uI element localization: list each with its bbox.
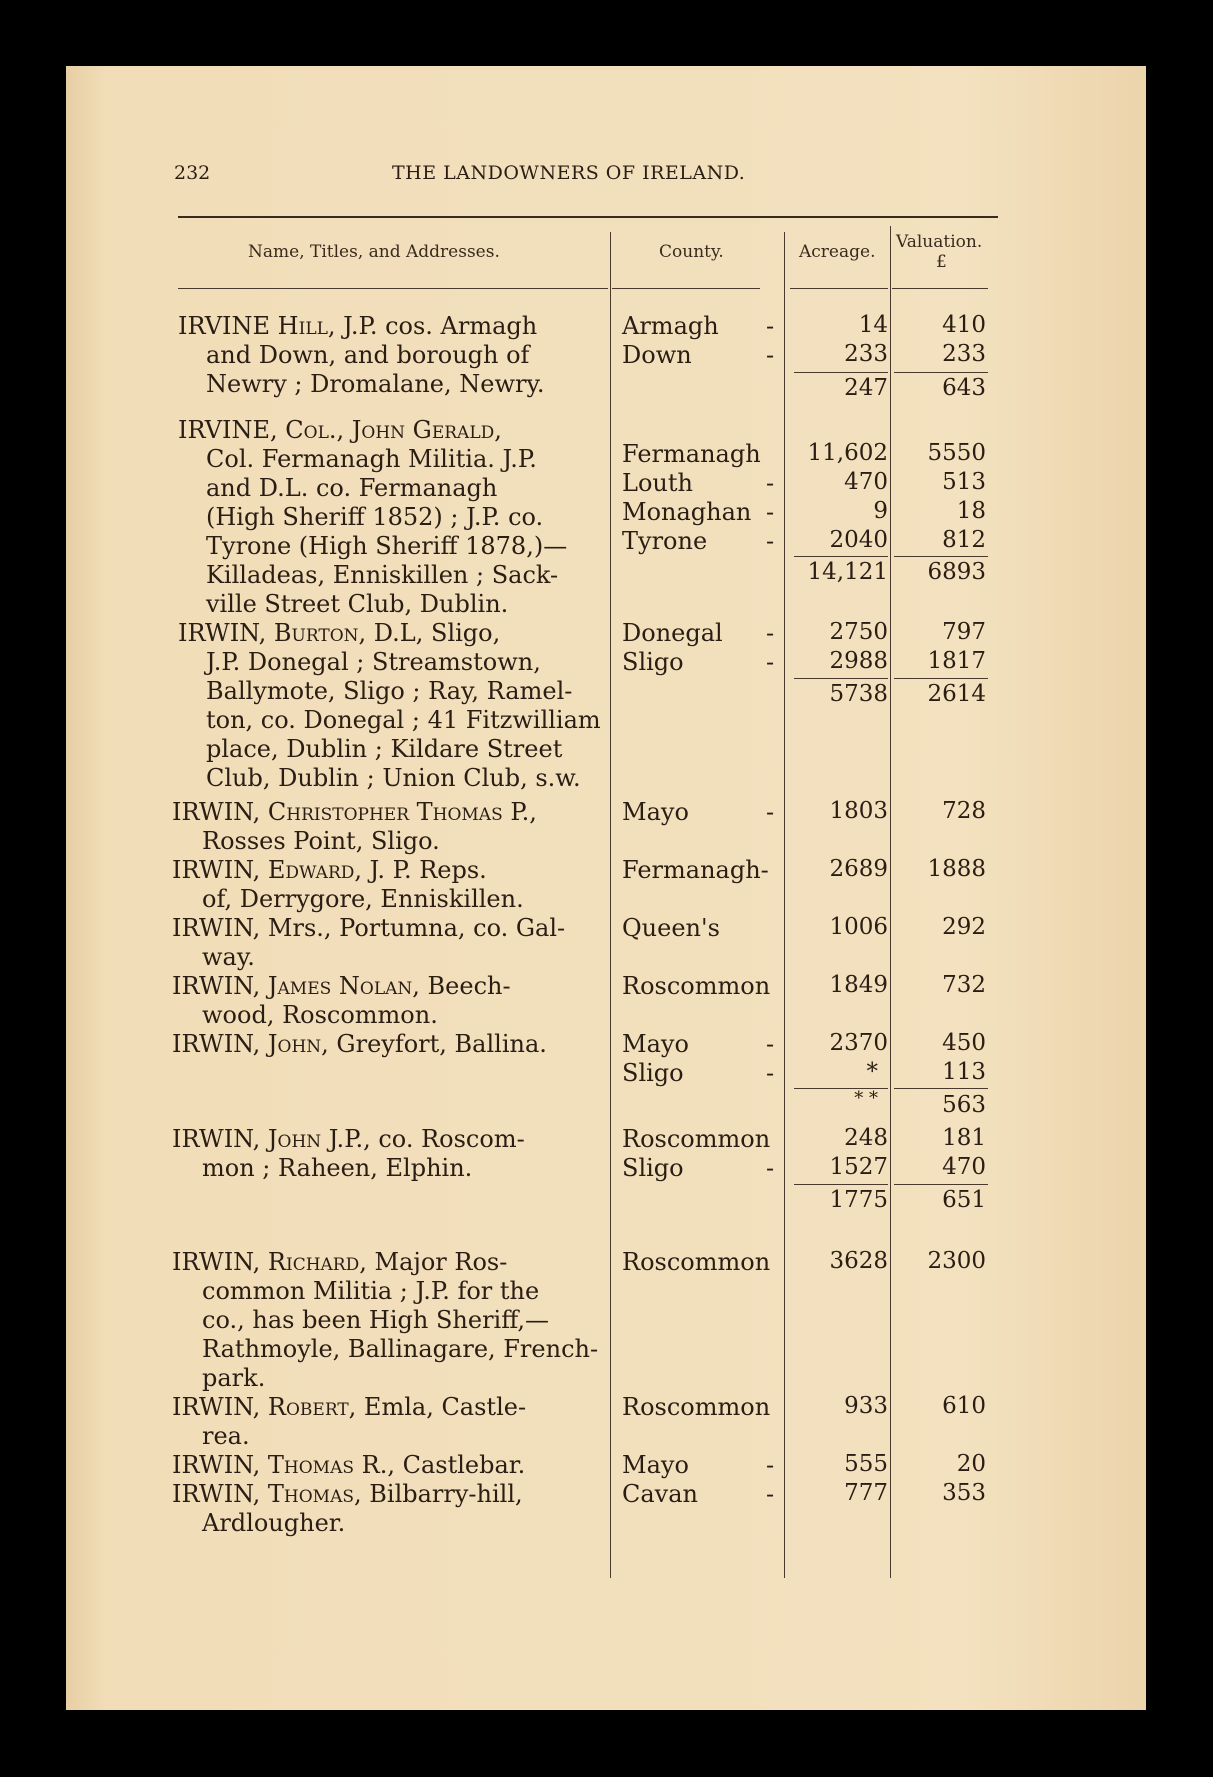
county-cell: Mayo: [622, 1451, 689, 1479]
county-cell: Sligo: [622, 1154, 684, 1182]
county-dash: -: [766, 798, 775, 826]
entry-name: IRWIN, John J.P., co. Roscom-: [172, 1125, 525, 1153]
county-cell: Mayo: [622, 798, 689, 826]
acreage-total: 247: [844, 375, 888, 401]
county-dash: -: [766, 527, 775, 555]
column-header-valuation: Valuation.: [896, 232, 983, 252]
column-divider-3: [890, 226, 891, 1578]
valuation-cell: 18: [956, 498, 986, 524]
sum-rule: [794, 372, 888, 373]
book-page: [66, 66, 1146, 1710]
county-dash: -: [766, 341, 775, 369]
acreage-cell: 2370: [829, 1030, 888, 1056]
valuation-cell: 233: [942, 341, 986, 367]
valuation-total: 643: [942, 375, 986, 401]
acreage-total: 1775: [829, 1187, 888, 1213]
entry-line: Newry ; Dromalane, Newry.: [206, 370, 545, 398]
acreage-cell: 777: [844, 1480, 888, 1506]
column-header-acreage: Acreage.: [799, 242, 876, 262]
county-cell: Roscommon: [622, 972, 771, 1000]
acreage-cell: 3628: [829, 1248, 888, 1274]
county-dash: -: [766, 1451, 775, 1479]
county-cell: Tyrone: [622, 527, 708, 555]
acreage-cell: 233: [844, 341, 888, 367]
county-cell: Fermanagh-: [622, 856, 769, 884]
entry-name: IRWIN, Thomas, Bilbarry-hill,: [172, 1480, 523, 1508]
valuation-cell: 812: [942, 527, 986, 553]
acreage-cell: 470: [844, 469, 888, 495]
county-cell: Mayo: [622, 1030, 689, 1058]
valuation-cell: 513: [942, 469, 986, 495]
entry-name: IRWIN, Edward, J. P. Reps.: [172, 856, 487, 884]
entry-line: and Down, and borough of: [206, 341, 530, 369]
valuation-total: 6893: [927, 559, 986, 585]
sum-rule: [894, 1184, 988, 1185]
sum-rule: [894, 678, 988, 679]
valuation-cell: 1888: [927, 856, 986, 882]
valuation-cell: 470: [942, 1154, 986, 1180]
county-cell: Donegal: [622, 619, 723, 647]
entry-name: IRWIN, Burton, D.L, Sligo,: [178, 619, 501, 647]
county-dash: -: [766, 1480, 775, 1508]
county-cell: Sligo: [622, 1059, 684, 1087]
county-cell: Fermanagh: [622, 440, 761, 468]
column-header-county: County.: [659, 242, 724, 262]
sum-rule: [794, 678, 888, 679]
valuation-total: 651: [942, 1187, 986, 1213]
valuation-cell: 113: [942, 1059, 986, 1085]
sum-rule: [794, 1184, 888, 1185]
entry-name: IRWIN, Christopher Thomas P.,: [172, 798, 537, 826]
entry-line: Rathmoyle, Ballinagare, French-: [202, 1335, 599, 1363]
acreage-cell: 2988: [829, 648, 888, 674]
county-cell: Monaghan: [622, 498, 752, 526]
header-rule-county: [612, 288, 760, 289]
acreage-cell: 555: [844, 1451, 888, 1477]
county-cell: Roscommon: [622, 1125, 771, 1153]
valuation-cell: 181: [942, 1125, 986, 1151]
county-cell: Roscommon: [622, 1393, 771, 1421]
county-cell: Louth: [622, 469, 693, 497]
header-rule-valuation: [892, 288, 988, 289]
entry-line: Club, Dublin ; Union Club, s.w.: [206, 764, 581, 792]
valuation-cell: 5550: [927, 440, 986, 466]
county-cell: Down: [622, 341, 692, 369]
county-dash: -: [766, 469, 775, 497]
entry-name: IRWIN, Robert, Emla, Castle-: [172, 1393, 527, 1421]
acreage-cell: 933: [844, 1393, 888, 1419]
acreage-cell: 1849: [829, 972, 888, 998]
acreage-cell: *: [866, 1059, 878, 1085]
entry-line: co., has been High Sheriff,—: [202, 1306, 550, 1334]
valuation-cell: 2300: [927, 1248, 986, 1274]
sum-rule: [794, 556, 888, 557]
county-dash: -: [766, 648, 775, 676]
valuation-cell: 610: [942, 1393, 986, 1419]
entry-line: park.: [202, 1364, 266, 1392]
valuation-cell: 450: [942, 1030, 986, 1056]
acreage-cell: 11,602: [807, 440, 888, 466]
entry-line: common Militia ; J.P. for the: [202, 1277, 540, 1305]
acreage-total: * *: [854, 1088, 878, 1109]
entry-line: wood, Roscommon.: [202, 1001, 438, 1029]
header-rule-acreage: [790, 288, 888, 289]
sum-rule: [894, 556, 988, 557]
header-rule-name: [178, 288, 608, 289]
page-number: 232: [174, 162, 211, 184]
county-dash: -: [766, 498, 775, 526]
acreage-cell: 14: [858, 312, 888, 338]
acreage-cell: 2689: [829, 856, 888, 882]
entry-line: rea.: [202, 1422, 250, 1450]
county-dash: -: [766, 619, 775, 647]
acreage-cell: 1006: [829, 914, 888, 940]
acreage-total: 14,121: [807, 559, 888, 585]
valuation-total: 2614: [927, 681, 986, 707]
county-cell: Queen's: [622, 914, 720, 942]
entry-line: of, Derrygore, Enniskillen.: [202, 885, 524, 913]
acreage-cell: 9: [873, 498, 888, 524]
valuation-total: 563: [942, 1092, 986, 1118]
entry-line: Ardlougher.: [202, 1509, 346, 1537]
valuation-cell: 410: [942, 312, 986, 338]
county-cell: Cavan: [622, 1480, 698, 1508]
column-divider-2: [784, 232, 785, 1578]
entry-line: and D.L. co. Fermanagh: [206, 474, 498, 502]
county-dash: -: [766, 312, 775, 340]
sum-rule: [894, 372, 988, 373]
entry-line: Killadeas, Enniskillen ; Sack-: [206, 561, 559, 589]
acreage-cell: 1803: [829, 798, 888, 824]
acreage-cell: 2040: [829, 527, 888, 553]
column-header-valuation-unit: £: [936, 252, 947, 272]
sum-rule: [894, 1088, 988, 1089]
entry-line: ville Street Club, Dublin.: [206, 590, 509, 618]
entry-line: Rosses Point, Sligo.: [202, 827, 440, 855]
valuation-cell: 1817: [927, 648, 986, 674]
entry-name: IRVINE, Col., John Gerald,: [178, 416, 502, 444]
county-cell: Armagh: [622, 312, 719, 340]
column-divider-1: [610, 232, 611, 1578]
running-title: THE LANDOWNERS OF IRELAND.: [392, 162, 746, 184]
entry-line: Ballymote, Sligo ; Ray, Ramel-: [206, 677, 573, 705]
entry-line: (High Sheriff 1852) ; J.P. co.: [206, 503, 544, 531]
entry-name: IRWIN, Richard, Major Ros-: [172, 1248, 508, 1276]
entry-line: Col. Fermanagh Militia. J.P.: [206, 445, 537, 473]
entry-line: Tyrone (High Sheriff 1878,)—: [206, 532, 568, 560]
county-cell: Roscommon: [622, 1248, 771, 1276]
entry-name: IRWIN, Thomas R., Castlebar.: [172, 1451, 526, 1479]
entry-name: IRVINE Hill, J.P. cos. Armagh: [178, 312, 538, 340]
acreage-cell: 1527: [829, 1154, 888, 1180]
county-cell: Sligo: [622, 648, 684, 676]
entry-name: IRWIN, Mrs., Portumna, co. Gal-: [172, 914, 566, 942]
entry-line: mon ; Raheen, Elphin.: [202, 1154, 473, 1182]
entry-name: IRWIN, John, Greyfort, Ballina.: [172, 1030, 547, 1058]
acreage-cell: 248: [844, 1125, 888, 1151]
top-rule: [178, 216, 998, 218]
valuation-cell: 20: [956, 1451, 986, 1477]
valuation-cell: 292: [942, 914, 986, 940]
column-header-name: Name, Titles, and Addresses.: [248, 242, 500, 262]
entry-line: way.: [202, 943, 255, 971]
valuation-cell: 732: [942, 972, 986, 998]
acreage-cell: 2750: [829, 619, 888, 645]
county-dash: -: [766, 1059, 775, 1087]
valuation-cell: 797: [942, 619, 986, 645]
county-dash: -: [766, 1154, 775, 1182]
county-dash: -: [766, 1030, 775, 1058]
acreage-total: 5738: [829, 681, 888, 707]
entry-line: place, Dublin ; Kildare Street: [206, 735, 563, 763]
entry-name: IRWIN, James Nolan, Beech-: [172, 972, 511, 1000]
entry-line: J.P. Donegal ; Streamstown,: [206, 648, 541, 676]
valuation-cell: 353: [942, 1480, 986, 1506]
valuation-cell: 728: [942, 798, 986, 824]
entry-line: ton, co. Donegal ; 41 Fitzwilliam: [206, 706, 601, 734]
